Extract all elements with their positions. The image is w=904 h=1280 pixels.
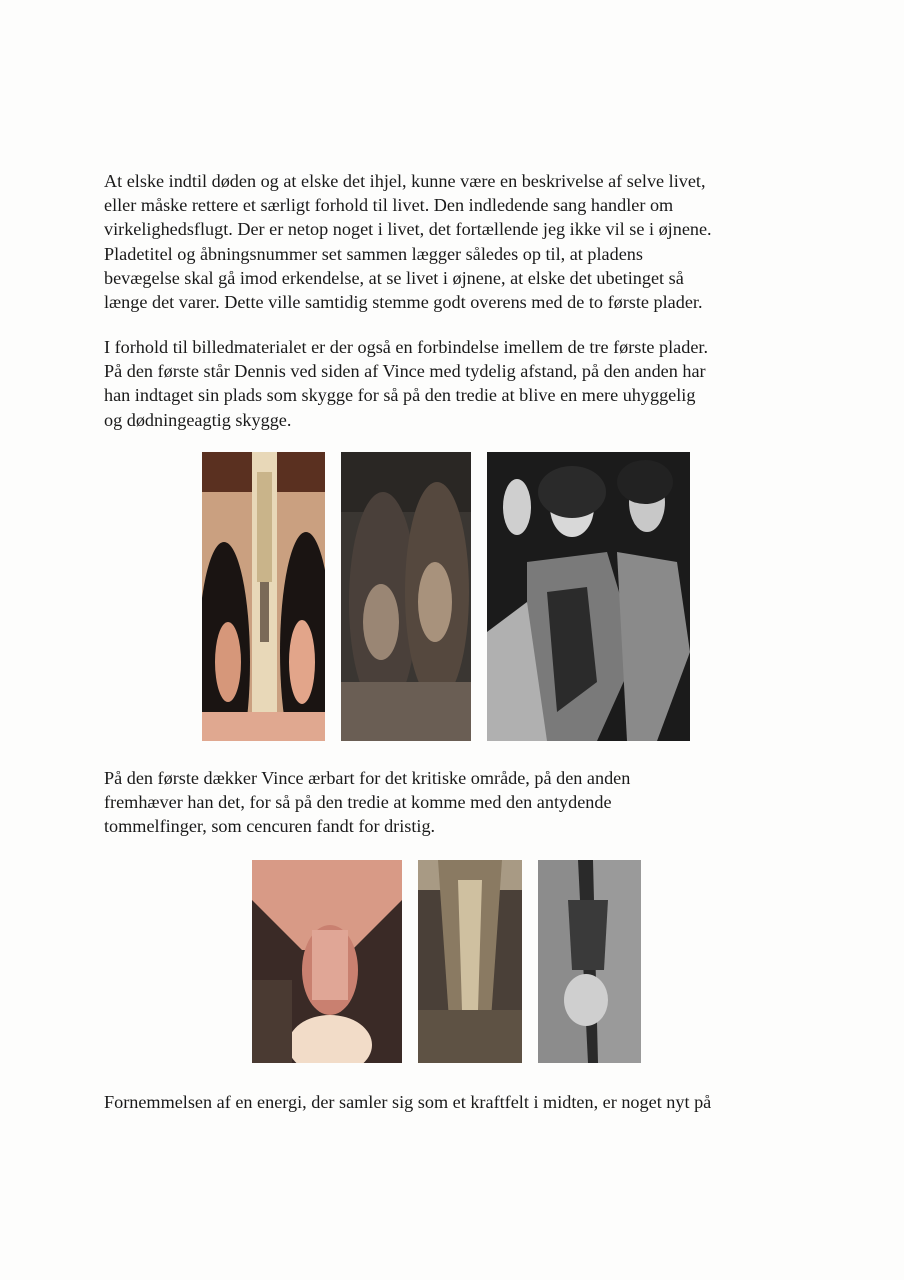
text-line: fremhæver han det, for så på den tredie at komme med den antydende <box>104 792 612 813</box>
album-cover-2-photo <box>341 452 471 741</box>
text-line: På den første står Dennis ved siden af Vince med tydelig afstand, på den anden har <box>104 361 706 382</box>
album-detail-3-photo <box>538 860 641 1063</box>
text-line: han indtaget sin plads som skygge for så på den tredie at blive en mere uhyggelig <box>104 385 696 406</box>
text-line: længe det varer. Dette ville samtidig stemme godt overens med de to første plader. <box>104 292 703 313</box>
text-line: og dødningeagtig skygge. <box>104 409 292 430</box>
album-cover-1-photo <box>202 452 325 741</box>
text-line: Fornemmelsen af en energi, der samler sig som et kraftfelt i midten, er noget nyt på <box>104 1092 712 1112</box>
paragraph-2 <box>104 335 804 432</box>
album-detail-2-photo <box>418 860 522 1063</box>
text-line: I forhold til billedmaterialet er der også en forbindelse imellem de tre første plader. <box>104 337 709 357</box>
text-line: At elske indtil døden og at elske det ihjel, kunne være en beskrivelse af selve livet, <box>104 171 706 191</box>
text-line: Pladetitel og åbningsnummer set sammen lægger således op til, at pladens <box>104 243 643 264</box>
text-line: På den første dækker Vince ærbart for det kritiske område, på den anden <box>104 768 631 788</box>
text-line: bevægelse skal gå imod erkendelse, at se livet i øjnene, at elske det ubetinget så <box>104 267 684 288</box>
album-detail-1-photo <box>252 860 402 1063</box>
paragraph-1 <box>104 169 804 314</box>
album-cover-3-photo <box>487 452 690 741</box>
text-line: virkelighedsflugt. Der er netop noget i livet, det fortællende jeg ikke vil se i øjnene. <box>104 219 712 240</box>
text-line: eller måske rettere et særligt forhold til livet. Den indledende sang handler om <box>104 195 674 216</box>
text-line: tommelfinger, som cencuren fandt for dristig. <box>104 816 436 837</box>
paragraph-3 <box>104 766 804 839</box>
paragraph-4 <box>104 1090 804 1114</box>
